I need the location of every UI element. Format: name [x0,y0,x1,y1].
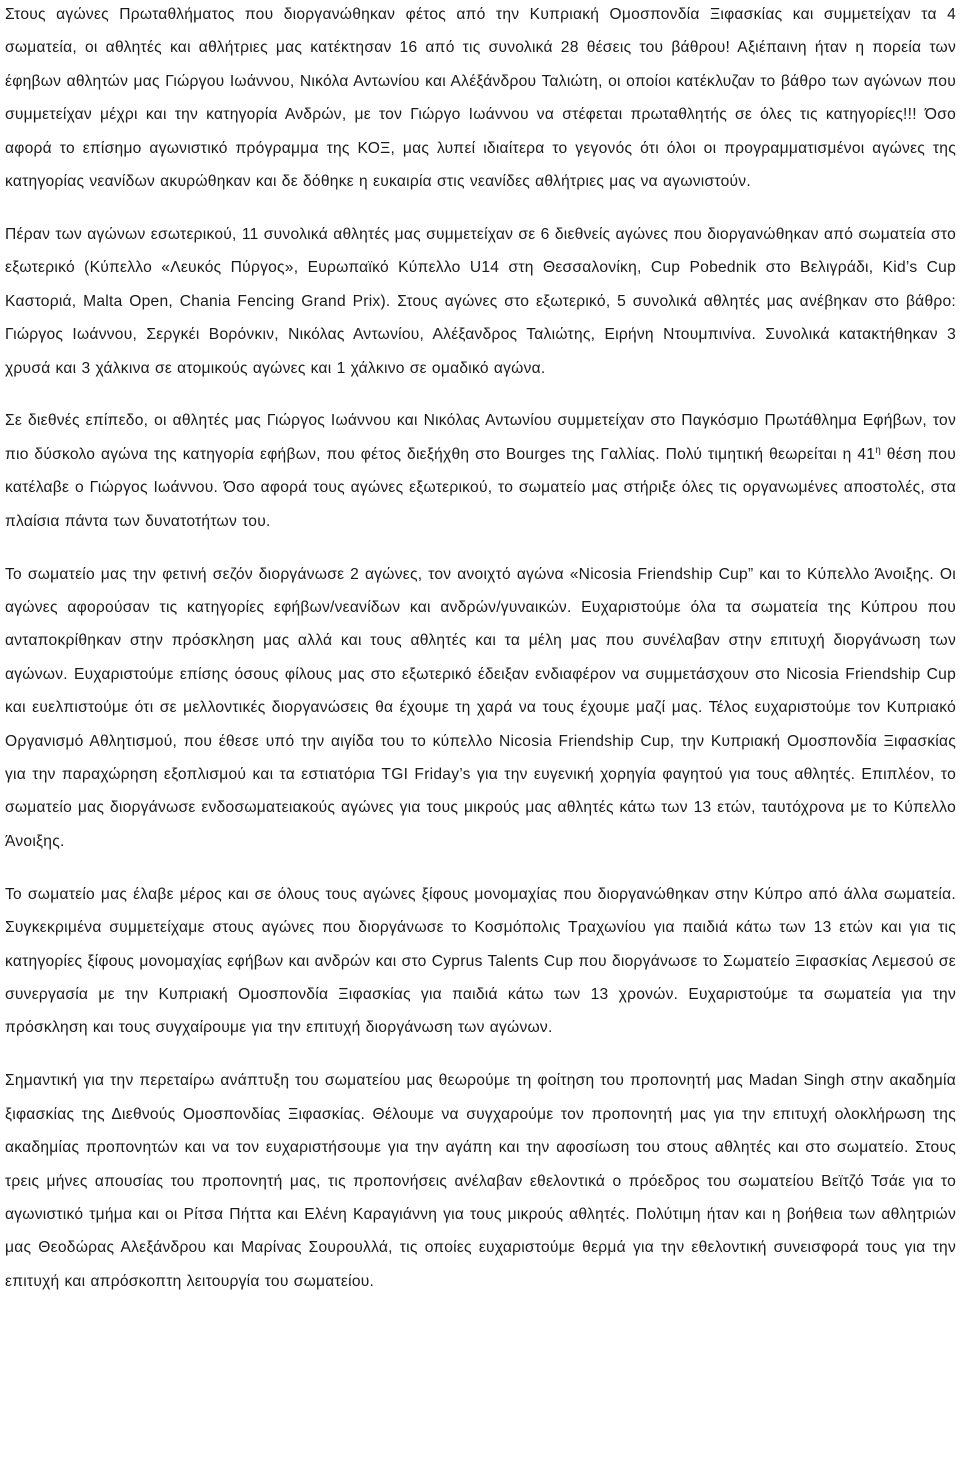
paragraph-championships: Στους αγώνες Πρωταθλήματος που διοργανώθηκαν φέτος από την Κυπριακή Ομοσπονδία Ξιφασκίας και συμμετείχαν τα 4 σωματεία, οι αθλητές και αθλήτριες μας κατέκτησαν 16 από τις συνολικά 28 θέσεις του βάθρου! Αξιέπαινη ήταν η πορεία των έφηβων αθλητών μας Γιώργου Ιωάννου, Νικόλα Αντωνίου και Αλέξάνδρου Ταλιώτη, οι οποίοι κατέκλυζαν το βάθρο των αγώνων που συμμετείχαν μέχρι και την κατηγορία Ανδρών, με τον Γιώργο Ιωάννου να στέφεται πρωταθλητής σε όλες τις κατηγορίες!!! Όσο αφορά το επίσημο αγωνιστικό πρόγραμμα της ΚΟΞ, μας λυπεί ιδιαίτερα το γεγονός ότι όλοι οι προγραμματισμένοι αγώνες της κατηγορίας νεανίδων ακυρώθηκαν και δε δόθηκε η ευκαιρία στις νεανίδες αθλήτριες μας να αγωνιστούν. [5,6,956,191]
paragraph-gap [5,198,956,218]
paragraph-gap [5,858,956,878]
paragraph-world-championship [5,404,956,538]
paragraph-organized-events: Το σωματείο μας την φετινή σεζόν διοργάνωσε 2 αγώνες, τον ανοιχτό αγώνα «Nicosia Friendship Cup” και το Κύπελλο Άνοιξης. Οι αγώνες αφορούσαν τις κατηγορίες εφήβων/νεανίδων και ανδρών/γυναικών. Ευχαριστούμε όλα τα σωματεία της Κύπρου που ανταποκρίθηκαν στην πρόσκληση μας αλλά και τους αθλητές και τα μέλη μας που συνέλαβαν στην επιτυχή διοργάνωση των αγώνων. Ευχαριστούμε επίσης όσους φίλους μας στο εξωτερικό έδειξαν ενδιαφέρον να συμμετάσχουν στο Nicosia Friendship Cup και ευελπιστούμε ότι σε μελλοντικές διοργανώσεις θα έχουμε τη χαρά να τους έχουμε μαζί μας. Τέλος ευχαριστούμε τον Κυπριακό Οργανισμό Αθλητισμού, που έθεσε υπό την αιγίδα του το κύπελλο Nicosia Friendship Cup, την Κυπριακή Ομοσπονδία Ξιφασκίας για την παραχώρηση εξοπλισμού και τα εστιατόρια TGI Friday’s για την ευγενική χορηγία φαγητού για τους αθλητές. Επιπλέον, το σωματείο μας διοργάνωσε ενδοσωματειακούς αγώνες για τους μικρούς μας αθλητές κάτω των 13 ετών, ταυτόχρονα με το Κύπελλο Άνοιξης. [5,565,956,850]
world-championship-text-before: Σε διεθνές επίπεδο, οι αθλητές μας Γιώργος Ιωάννου και Νικόλας Αντωνίου συμμετείχαν στο Παγκόσμιο Πρωτάθλημα Εφήβων, τον πιο δύσκολο αγώνα της κατηγορία εφήβων, που φέτος διεξήχθη στο Bourges της Γαλλίας. Πολύ τιμητική θεωρείται η 41 [5,412,956,463]
paragraph-gap [5,385,956,405]
paragraph-gap [5,538,956,558]
paragraph-local-participation: Το σωματείο μας έλαβε μέρος και σε όλους τους αγώνες ξίφους μονομαχίας που διοργανώθηκαν στην Κύπρο από άλλα σωματεία. Συγκεκριμένα συμμετείχαμε στους αγώνες που διοργάνωσε το Κοσμόπολις Τραχωνίου για παιδιά κάτω των 13 ετών και για τις κατηγορίες ξίφους μονομαχίας εφήβων και ανδρών και στο Cyprus Talents Cup που διοργάνωσε το Σωματείο Ξιφασκίας Λεμεσού σε συνεργασία με την Κυπριακή Ομοσπονδία Ξιφασκίας για παιδιά κάτω των 13 χρονών. Ευχαριστούμε τα σωματεία για την πρόσκληση και τους συγχαίρουμε για την επιτυχή διοργάνωση των αγώνων. [5,885,956,1037]
ordinal-superscript: η [875,444,882,456]
paragraph-gap [5,1045,956,1065]
paragraph-coach-academy: Σημαντική για την περεταίρω ανάπτυξη του σωματείου μας θεωρούμε τη φοίτηση του προπονητή μας Madan Singh στην ακαδημία ξιφασκίας της Διεθνούς Ομοσπονδίας Ξιφασκίας. Θέλουμε να συγχαρούμε τον προπονητή μας για την επιτυχή ολοκλήρωση της ακαδημίας προπονητών και να τον ευχαριστήσουμε για την αγάπη και την αφοσίωση του στους αθλητές και στο σωματείο. Στους τρεις μήνες απουσίας του προπονητή μας, τις προπονήσεις ανέλαβαν εθελοντικά ο πρόεδρος του σωματείου Βεϊτζό Τσάε για το αγωνιστικό τμήμα και οι Ρίτσα Πήττα και Ελένη Καραγιάννη για τους μικρούς αθλητές. Πολύτιμη ήταν και η βοήθεια των αθλητριών μας Θεοδώρας Αλεξάνδρου και Μαρίνας Σουρουλλά, τις οποίες ευχαριστούμε θερμά για την εθελοντική συνεισφορά τους για την επιτυχή και απρόσκοπτη λειτουργία του σωματείου. [5,1072,956,1290]
world-championship-text-after: θέση που κατέλαβε ο Γιώργος Ιωάννου. Όσο αφορά τους αγώνες εξωτερικού, το σωματείο μας στήριξε όλες τις οργανωμένες αποστολές, στα πλαίσια πάντα των δυνατοτήτων του. [5,445,956,530]
paragraph-international-tournaments: Πέραν των αγώνων εσωτερικού, 11 συνολικά αθλητές μας συμμετείχαν σε 6 διεθνείς αγώνες που διοργανώθηκαν από σωματεία στο εξωτερικό (Κύπελλο «Λευκός Πύργος», Ευρωπαϊκό Κύπελλο U14 στη Θεσσαλονίκη, Cup Pobednik στο Βελιγράδι, Kid’s Cup Καστοριά, Malta Open, Chania Fencing Grand Prix). Στους αγώνες στο εξωτερικό, 5 συνολικά αθλητές μας ανέβηκαν στο βάθρο: Γιώργος Ιωάννου, Σεργκέι Βορόνκιν, Νικόλας Αντωνίου, Αλέξανδρος Ταλιώτης, Ειρήνη Ντουμπινίνα. Συνολικά κατακτήθηκαν 3 χρυσά και 3 χάλκινα σε ατομικούς αγώνες και 1 χάλκινο σε ομαδικό αγώνα. [5,225,956,377]
